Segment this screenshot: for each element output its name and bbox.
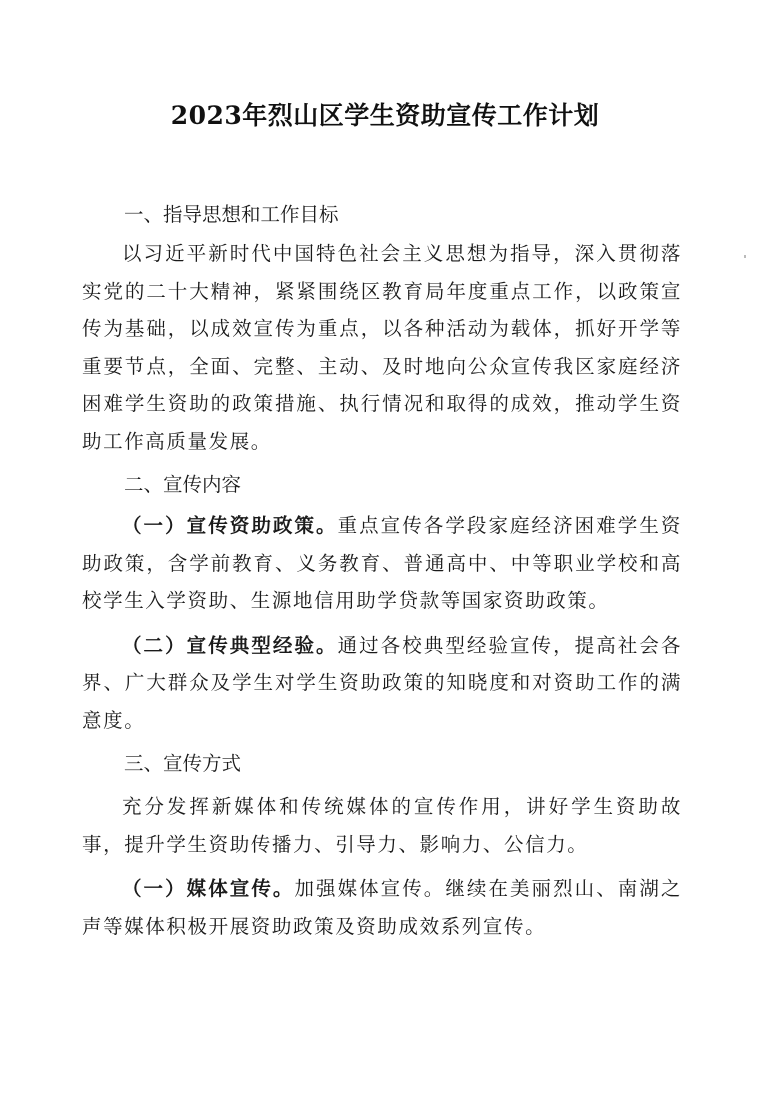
- paragraph-text: 加强媒体宣传。继续在美丽烈山、南湖之声等媒体积极开展资助政策及资助成效系列宣传。: [82, 877, 682, 938]
- paragraph-lead: （一）宣传资助政策。: [122, 514, 338, 537]
- paragraph-text: 以习近平新时代中国特色社会主义思想为指导，深入贯彻落实党的二十大精神，紧紧围绕区教育局年度重点工作，以政策宣传为基础，以成效宣传为重点，以各种活动为载体，抓好开学等重要节点，全面、完整、主动、及时地向公众宣传我区家庭经济困难学生资助的政策措施、执行情况和取得的成效，推动学生资助工作高质量发展。: [82, 242, 682, 453]
- section-guiding-thought: [82, 196, 682, 460]
- section-heading: 二、宣传内容: [124, 473, 242, 496]
- document-title: 2023年烈山区学生资助宣传工作计划: [170, 101, 600, 130]
- paragraph-lead: （二）宣传典型经验。: [122, 633, 338, 657]
- paragraph: [82, 235, 682, 460]
- section-publicity-content: [82, 466, 682, 739]
- paragraph-text: 通过各校典型经验宣传，提高社会各界、广大群众及学生对学生资助政策的知晓度和对资助工作的满意度。: [82, 633, 682, 732]
- paragraph-text: 重点宣传各学段家庭经济困难学生资助政策，含学前教育、义务教育、普通高中、中等职业学校和高校学生入学资助、生源地信用助学贷款等国家资助政策。: [82, 514, 682, 612]
- document-body: [82, 196, 682, 945]
- paragraph: [82, 627, 682, 740]
- section-heading: 一、指导思想和工作目标: [124, 203, 339, 226]
- paragraph-text: 充分发挥新媒体和传统媒体的宣传作用，讲好学生资助故事，提升学生资助传播力、引导力、影响力、公信力。: [82, 795, 682, 856]
- paragraph: [82, 870, 682, 945]
- section-publicity-methods: [82, 745, 682, 945]
- scan-margin-mark: [744, 255, 746, 258]
- section-heading: 三、宣传方式: [124, 752, 242, 775]
- paragraph-lead: （一）媒体宣传。: [122, 877, 295, 900]
- paragraph: [82, 507, 682, 620]
- paragraph: [82, 788, 682, 863]
